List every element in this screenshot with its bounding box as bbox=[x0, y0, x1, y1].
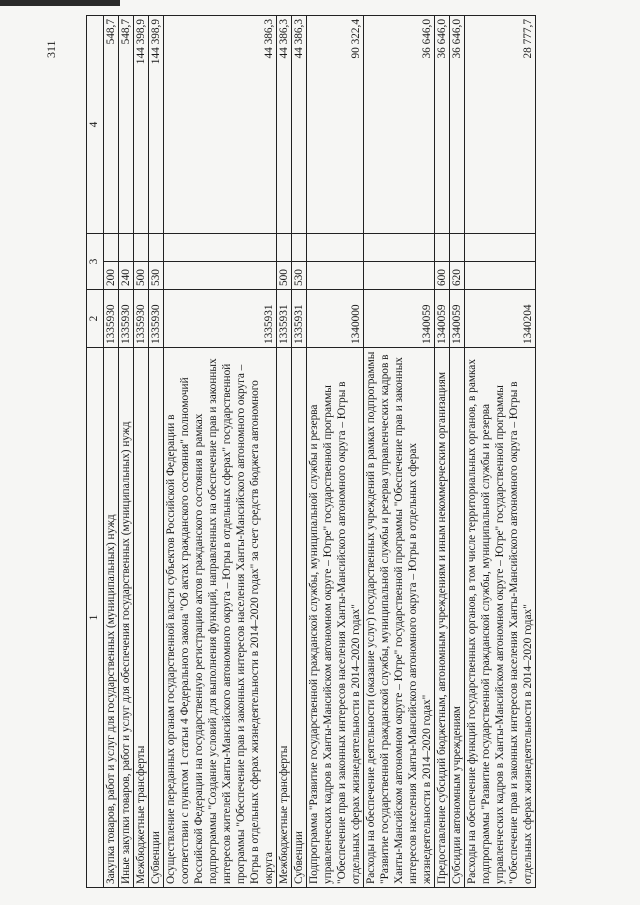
row-expense-type: 500 bbox=[277, 262, 292, 290]
row-expense-type: 600 bbox=[435, 262, 450, 290]
row-code: 1335930 bbox=[119, 290, 134, 348]
row-code: 1340000 bbox=[307, 290, 364, 348]
table-row bbox=[134, 16, 149, 888]
row-amount: 90 322,4 bbox=[307, 16, 364, 234]
row-empty-cell bbox=[164, 234, 277, 262]
row-expense-type bbox=[164, 262, 277, 290]
row-empty-cell bbox=[134, 234, 149, 262]
table-row bbox=[119, 16, 134, 888]
row-amount: 36 646,0 bbox=[364, 16, 435, 234]
row-empty-cell bbox=[307, 234, 364, 262]
row-description: Предоставление субсидий бюджетным, автономным учреждениям и иным некоммерческим организациям bbox=[435, 348, 450, 888]
page-number: 311 bbox=[44, 40, 58, 58]
row-empty-cell bbox=[435, 234, 450, 262]
row-code: 1335931 bbox=[164, 290, 277, 348]
row-description: Расходы на обеспечение деятельности (оказание услуг) государственных учреждений в рамках подпрограммы "Развитие государственной гражданской службы, муниципальной службы и резерва управленческих кадров в Ханты-Мансийском автономном округе – Югре" государственной программы "Обеспечение прав и законных интересов населения Ханты-Мансийского автономного округа – Югры в отдельных сферах жизнедеятельности в 2014–2020 годах" bbox=[364, 348, 435, 888]
row-amount: 36 646,0 bbox=[435, 16, 450, 234]
row-expense-type: 530 bbox=[149, 262, 164, 290]
row-description: Межбюджетные трансферты bbox=[134, 348, 149, 888]
table-row bbox=[435, 16, 450, 888]
row-empty-cell bbox=[119, 234, 134, 262]
row-amount: 548,7 bbox=[119, 16, 134, 234]
row-empty-cell bbox=[277, 234, 292, 262]
row-code: 1340059 bbox=[435, 290, 450, 348]
row-amount: 44 386,3 bbox=[164, 16, 277, 234]
table-row bbox=[465, 16, 536, 888]
row-code: 1340059 bbox=[450, 290, 465, 348]
row-expense-type: 620 bbox=[450, 262, 465, 290]
table-row bbox=[149, 16, 164, 888]
header-col-4: 4 bbox=[87, 16, 104, 234]
row-code: 1335930 bbox=[149, 290, 164, 348]
row-description: Субсидии автономным учреждениям bbox=[450, 348, 465, 888]
header-row bbox=[87, 16, 104, 888]
row-description: Субвенции bbox=[149, 348, 164, 888]
row-description: Подпрограмма "Развитие государственной гражданской службы, муниципальной службы и резерва управленческих кадров в Ханты-Мансийском автономном округе – Югре" государственной программы "Обеспечение прав и законных интересов населения Ханты-Мансийского автономного округа – Югры в отдельных сферах жизнедеятельности в 2014–2020 годах" bbox=[307, 348, 364, 888]
budget-table bbox=[86, 15, 536, 888]
row-amount: 144 398,9 bbox=[134, 16, 149, 234]
row-code: 1335930 bbox=[134, 290, 149, 348]
row-code: 1335931 bbox=[277, 290, 292, 348]
table-row bbox=[164, 16, 277, 888]
row-description: Расходы на обеспечение функций государственных органов, в том числе территориальных органов, в рамках подпрограммы "Развитие государственной гражданской службы, муниципальной службы и резерва управленческих кадров в Ханты-Мансийском автономном округе – Югре" государственной программы "Обеспечение прав и законных интересов населения Ханты-Мансийского автономного округа – Югры в отдельных сферах жизнедеятельности в 2014–2020 годах" bbox=[465, 348, 536, 888]
row-amount: 36 646,0 bbox=[450, 16, 465, 234]
row-empty-cell bbox=[364, 234, 435, 262]
table-row bbox=[292, 16, 307, 888]
row-code: 1340059 bbox=[364, 290, 435, 348]
row-expense-type: 240 bbox=[119, 262, 134, 290]
row-expense-type bbox=[307, 262, 364, 290]
table-row bbox=[307, 16, 364, 888]
row-expense-type bbox=[364, 262, 435, 290]
header-col-1: 1 bbox=[87, 348, 104, 888]
row-description: Межбюджетные трансферты bbox=[277, 348, 292, 888]
header-col-2: 2 bbox=[87, 290, 104, 348]
row-expense-type bbox=[465, 262, 536, 290]
row-description: Субвенции bbox=[292, 348, 307, 888]
header-col-3: 3 bbox=[87, 234, 104, 290]
row-code: 1335931 bbox=[292, 290, 307, 348]
table-row bbox=[277, 16, 292, 888]
row-expense-type: 530 bbox=[292, 262, 307, 290]
row-description: Закупка товаров, работ и услуг для государственных (муниципальных) нужд bbox=[104, 348, 119, 888]
row-code: 1335930 bbox=[104, 290, 119, 348]
row-description: Осуществление переданных органам государственной власти субъектов Российской Федерации в соответствии с пунктом 1 статьи 4 Федерального закона "Об актах гражданского состояния" полномочий Российской Федерации на государственную регистрацию актов гражданского состояния в рамках подпрограммы "Создание условий для выполнения функций, направленных на обеспечение прав и законных интересов жителей Ханты-Мансийского автономного округа – Югры в отдельных сферах" государственной программы "Обеспечение прав и законных интересов населения Ханты-Мансийского автономного округа – Югры в отдельных сферах жизнедеятельности в 2014–2020 годах" за счет средств бюджета автономного округа bbox=[164, 348, 277, 888]
row-empty-cell bbox=[292, 234, 307, 262]
budget-table-container bbox=[86, 16, 534, 888]
row-amount: 44 386,3 bbox=[277, 16, 292, 234]
row-description: Иные закупки товаров, работ и услуг для обеспечения государственных (муниципальных) нужд bbox=[119, 348, 134, 888]
row-empty-cell bbox=[465, 234, 536, 262]
row-amount: 144 398,9 bbox=[149, 16, 164, 234]
row-expense-type: 200 bbox=[104, 262, 119, 290]
table-row bbox=[450, 16, 465, 888]
row-empty-cell bbox=[450, 234, 465, 262]
row-amount: 44 386,3 bbox=[292, 16, 307, 234]
row-expense-type: 500 bbox=[134, 262, 149, 290]
row-code: 1340204 bbox=[465, 290, 536, 348]
row-empty-cell bbox=[149, 234, 164, 262]
table-row bbox=[104, 16, 119, 888]
row-empty-cell bbox=[104, 234, 119, 262]
scan-edge-bar bbox=[0, 0, 120, 6]
row-amount: 28 777,7 bbox=[465, 16, 536, 234]
row-amount: 548,7 bbox=[104, 16, 119, 234]
table-row bbox=[364, 16, 435, 888]
